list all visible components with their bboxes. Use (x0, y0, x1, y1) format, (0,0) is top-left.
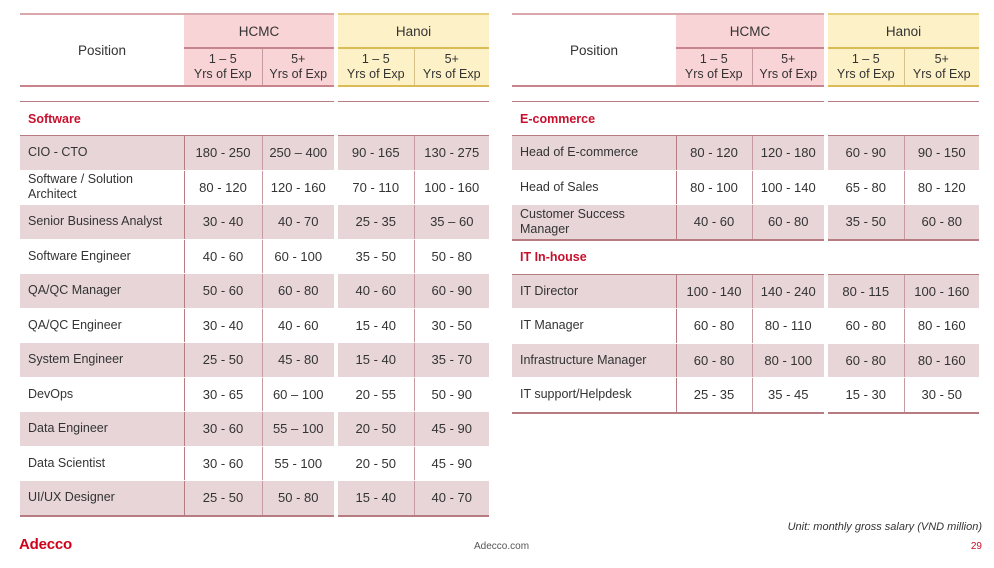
hcmc-5plus-cell: 60 - 100 (262, 239, 336, 274)
hcmc-5plus-cell: 35 - 45 (752, 378, 826, 413)
hanoi-1-5-cell: 15 - 40 (336, 343, 414, 378)
role-cell: Senior Business Analyst (20, 205, 184, 240)
section-label-software: Software (20, 102, 184, 136)
role-cell: CIO - CTO (20, 136, 184, 171)
hanoi-5plus-cell: 50 - 80 (414, 239, 489, 274)
hcmc-1-5-cell: 100 - 140 (676, 274, 752, 309)
hanoi-5plus-cell: 30 - 50 (414, 308, 489, 343)
role-cell: Data Engineer (20, 412, 184, 447)
hanoi-1-5-cell: 70 - 110 (336, 170, 414, 205)
hanoi-1-5-cell: 35 - 50 (336, 239, 414, 274)
hanoi-1-5-cell: 40 - 60 (336, 274, 414, 309)
hcmc-1-5-cell: 80 - 100 (676, 170, 752, 205)
hcmc-5plus-cell: 140 - 240 (752, 274, 826, 309)
page-number: 29 (970, 541, 982, 552)
hcmc-5plus-cell: 60 - 80 (262, 274, 336, 309)
hanoi-5plus-cell: 45 - 90 (414, 446, 489, 481)
hanoi-5plus-cell: 40 - 70 (414, 481, 489, 516)
hcmc-5plus-cell: 250 – 400 (262, 136, 336, 171)
hcmc-5plus-cell: 50 - 80 (262, 481, 336, 516)
role-cell: Infrastructure Manager (512, 343, 676, 378)
table-row (20, 446, 489, 481)
hanoi-5plus-cell: 35 - 70 (414, 343, 489, 378)
hanoi-exp-1-5-header: 1 – 5 Yrs of Exp (336, 48, 414, 86)
role-cell: Software / Solution Architect (20, 170, 184, 205)
hanoi-5plus-cell: 50 - 90 (414, 377, 489, 412)
section-row (512, 240, 979, 275)
hcmc-5plus-cell: 60 – 100 (262, 377, 336, 412)
table-row (20, 274, 489, 309)
table-row (512, 343, 979, 378)
hcmc-5plus-cell: 120 - 160 (262, 170, 336, 205)
role-cell: IT Director (512, 274, 676, 309)
table-row (20, 239, 489, 274)
hanoi-1-5-cell: 60 - 80 (826, 343, 904, 378)
role-cell: Head of E-commerce (512, 136, 676, 171)
hanoi-1-5-cell: 15 - 40 (336, 481, 414, 516)
role-cell: QA/QC Manager (20, 274, 184, 309)
hanoi-1-5-cell: 15 - 30 (826, 378, 904, 413)
hcmc-5plus-cell: 45 - 80 (262, 343, 336, 378)
hanoi-1-5-cell: 25 - 35 (336, 205, 414, 240)
hanoi-5plus-cell: 45 - 90 (414, 412, 489, 447)
role-cell: Software Engineer (20, 239, 184, 274)
hanoi-header: Hanoi (336, 14, 489, 48)
hcmc-5plus-cell: 55 - 100 (262, 446, 336, 481)
hanoi-1-5-cell: 65 - 80 (826, 170, 904, 205)
hanoi-5plus-cell: 80 - 160 (904, 309, 979, 344)
hanoi-5plus-cell: 90 - 150 (904, 136, 979, 171)
hcmc-5plus-cell: 40 - 70 (262, 205, 336, 240)
table-row (512, 136, 979, 171)
table-row (512, 274, 979, 309)
hanoi-1-5-cell: 90 - 165 (336, 136, 414, 171)
hanoi-5plus-cell: 80 - 120 (904, 170, 979, 205)
section-row (20, 102, 489, 136)
table-row (20, 205, 489, 240)
hcmc-5plus-cell: 80 - 100 (752, 343, 826, 378)
table-row (512, 205, 979, 240)
hanoi-5plus-cell: 60 - 80 (904, 205, 979, 240)
hanoi-exp-5plus-header: 5+ Yrs of Exp (904, 48, 979, 86)
role-cell: System Engineer (20, 343, 184, 378)
role-cell: Data Scientist (20, 446, 184, 481)
hanoi-5plus-cell: 30 - 50 (904, 378, 979, 413)
section-label-it-inhouse: IT In-house (512, 240, 676, 275)
hcmc-exp-1-5-header: 1 – 5 Yrs of Exp (676, 48, 752, 86)
hcmc-1-5-cell: 30 - 40 (184, 205, 262, 240)
hcmc-1-5-cell: 30 - 65 (184, 377, 262, 412)
hcmc-1-5-cell: 80 - 120 (676, 136, 752, 171)
hanoi-1-5-cell: 80 - 115 (826, 274, 904, 309)
hcmc-1-5-cell: 25 - 35 (676, 378, 752, 413)
role-cell: UI/UX Designer (20, 481, 184, 516)
hcmc-1-5-cell: 30 - 60 (184, 412, 262, 447)
role-cell: IT support/Helpdesk (512, 378, 676, 413)
table-row (20, 412, 489, 447)
hanoi-1-5-cell: 35 - 50 (826, 205, 904, 240)
hanoi-1-5-cell: 20 - 50 (336, 446, 414, 481)
hanoi-1-5-cell: 15 - 40 (336, 308, 414, 343)
hanoi-exp-1-5-header: 1 – 5 Yrs of Exp (826, 48, 904, 86)
hcmc-1-5-cell: 40 - 60 (184, 239, 262, 274)
role-cell: Head of Sales (512, 170, 676, 205)
table-row (20, 308, 489, 343)
hanoi-1-5-cell: 60 - 80 (826, 309, 904, 344)
hcmc-1-5-cell: 25 - 50 (184, 481, 262, 516)
hcmc-header: HCMC (184, 14, 336, 48)
table-row (20, 343, 489, 378)
hcmc-1-5-cell: 30 - 60 (184, 446, 262, 481)
table-row (20, 136, 489, 171)
hcmc-5plus-cell: 40 - 60 (262, 308, 336, 343)
role-cell: QA/QC Engineer (20, 308, 184, 343)
role-cell: DevOps (20, 377, 184, 412)
role-cell: Customer Success Manager (512, 205, 676, 240)
hanoi-5plus-cell: 35 – 60 (414, 205, 489, 240)
hcmc-5plus-cell: 80 - 110 (752, 309, 826, 344)
hcmc-exp-5plus-header: 5+ Yrs of Exp (752, 48, 826, 86)
website-link[interactable]: Adecco.com (474, 541, 530, 552)
table-row (512, 378, 979, 413)
table-row (512, 170, 979, 205)
hanoi-5plus-cell: 100 - 160 (904, 274, 979, 309)
role-cell: IT Manager (512, 309, 676, 344)
hanoi-1-5-cell: 20 - 55 (336, 377, 414, 412)
salary-table-right (512, 13, 979, 414)
position-header: Position (20, 14, 184, 86)
position-header: Position (512, 14, 676, 86)
hcmc-header: HCMC (676, 14, 826, 48)
section-row (512, 102, 979, 136)
hcmc-5plus-cell: 60 - 80 (752, 205, 826, 240)
hanoi-exp-5plus-header: 5+ Yrs of Exp (414, 48, 489, 86)
hanoi-1-5-cell: 60 - 90 (826, 136, 904, 171)
table-row (20, 481, 489, 516)
hcmc-1-5-cell: 80 - 120 (184, 170, 262, 205)
hcmc-1-5-cell: 30 - 40 (184, 308, 262, 343)
hcmc-exp-5plus-header: 5+ Yrs of Exp (262, 48, 336, 86)
hcmc-exp-1-5-header: 1 – 5 Yrs of Exp (184, 48, 262, 86)
hcmc-1-5-cell: 60 - 80 (676, 343, 752, 378)
hcmc-1-5-cell: 180 - 250 (184, 136, 262, 171)
table-row (20, 377, 489, 412)
hcmc-5plus-cell: 55 – 100 (262, 412, 336, 447)
hanoi-header: Hanoi (826, 14, 979, 48)
section-label-ecommerce: E-commerce (512, 102, 676, 136)
table-row (512, 309, 979, 344)
salary-table-left (20, 13, 489, 517)
hcmc-5plus-cell: 120 - 180 (752, 136, 826, 171)
hanoi-5plus-cell: 80 - 160 (904, 343, 979, 378)
hcmc-1-5-cell: 40 - 60 (676, 205, 752, 240)
hanoi-5plus-cell: 130 - 275 (414, 136, 489, 171)
hcmc-1-5-cell: 25 - 50 (184, 343, 262, 378)
table-row (20, 170, 489, 205)
hanoi-5plus-cell: 100 - 160 (414, 170, 489, 205)
hcmc-1-5-cell: 60 - 80 (676, 309, 752, 344)
hcmc-1-5-cell: 50 - 60 (184, 274, 262, 309)
adecco-logo: Adecco (19, 536, 72, 553)
hanoi-5plus-cell: 60 - 90 (414, 274, 489, 309)
hanoi-1-5-cell: 20 - 50 (336, 412, 414, 447)
hcmc-5plus-cell: 100 - 140 (752, 170, 826, 205)
unit-note: Unit: monthly gross salary (VND million) (787, 521, 982, 533)
